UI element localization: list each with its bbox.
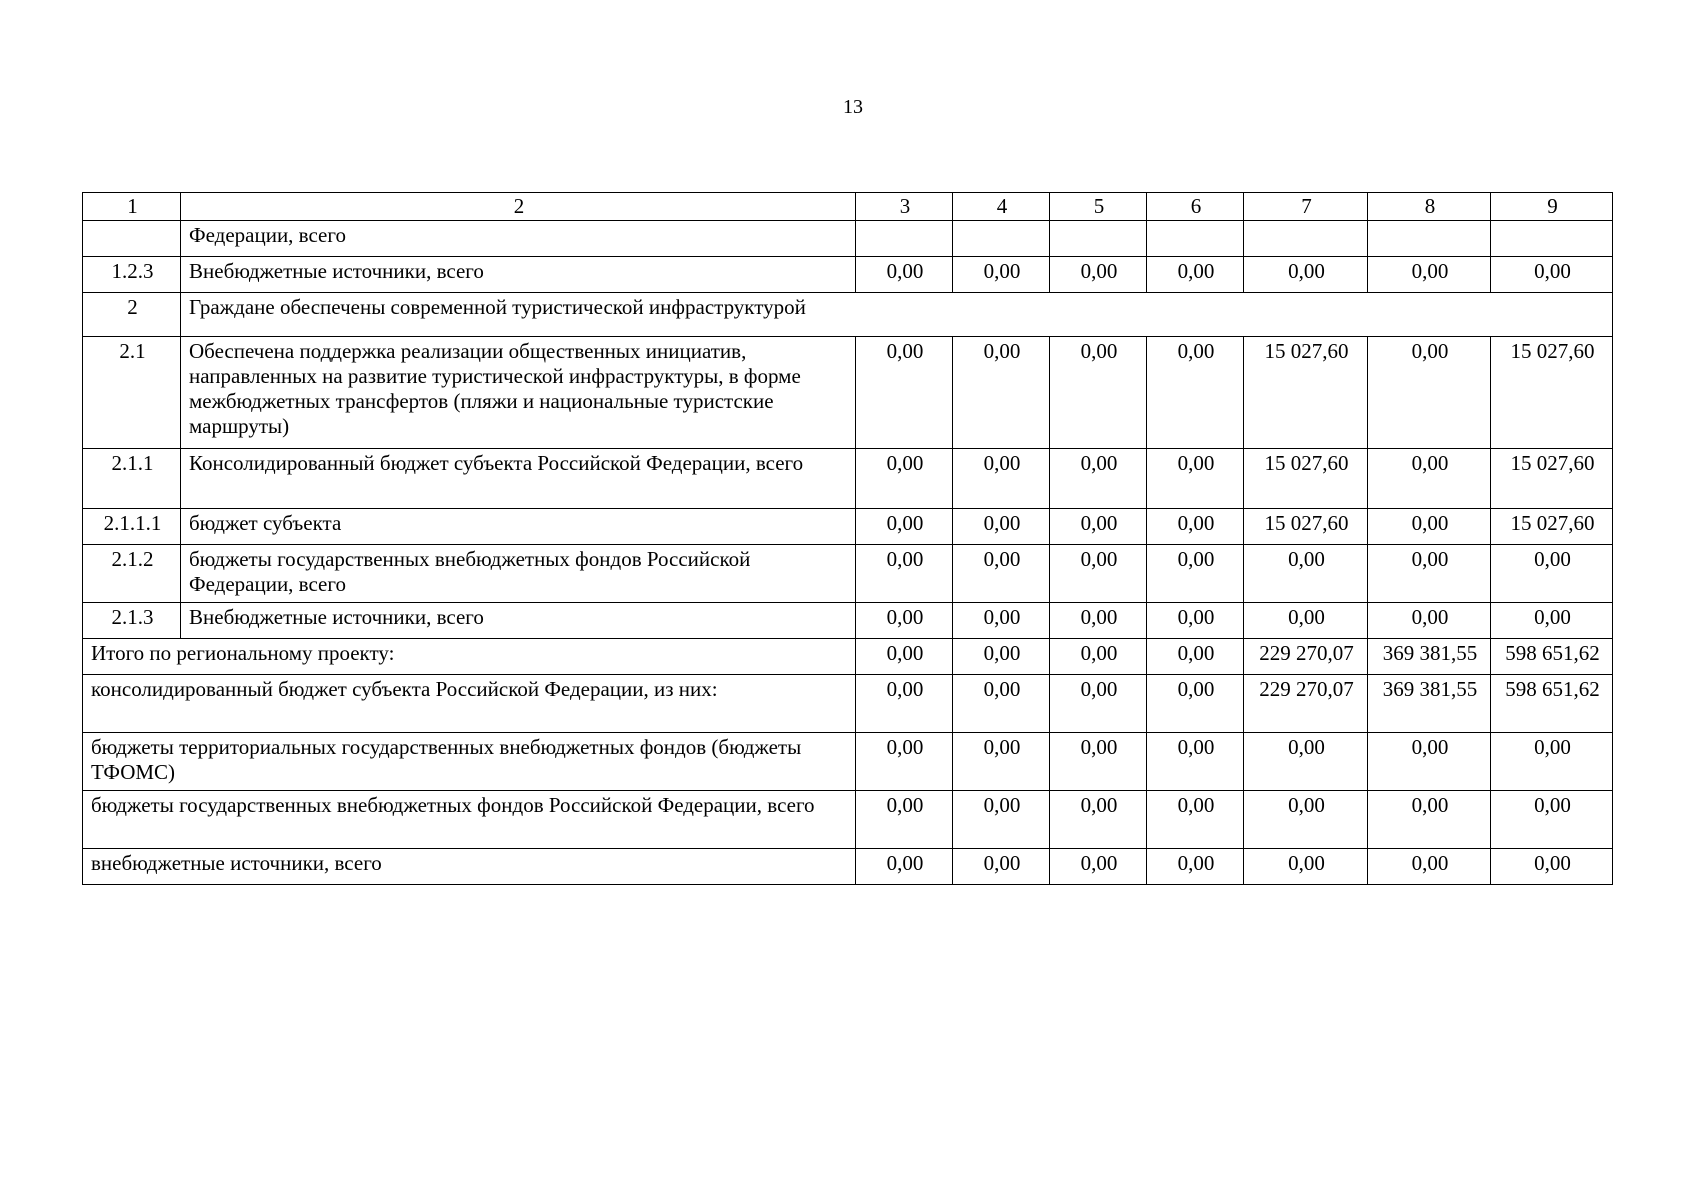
value-cell: 0,00: [953, 509, 1050, 545]
value-cell: 0,00: [1050, 733, 1147, 791]
value-cell: 0,00: [856, 337, 953, 449]
value-cell: 0,00: [856, 603, 953, 639]
value-cell: 0,00: [1050, 603, 1147, 639]
value-cell: 0,00: [1368, 603, 1491, 639]
value-cell: 369 381,55: [1368, 639, 1491, 675]
row-name: внебюджетные источники, всего: [83, 849, 856, 885]
value-cell: [953, 221, 1050, 257]
row-code: 2: [83, 293, 181, 337]
value-cell: 0,00: [856, 257, 953, 293]
value-cell: 0,00: [1244, 733, 1368, 791]
section-row: [83, 293, 1613, 337]
row-code: 2.1.2: [83, 545, 181, 603]
value-cell: 0,00: [1050, 449, 1147, 509]
header-cell: 6: [1147, 193, 1244, 221]
value-cell: 0,00: [1147, 733, 1244, 791]
value-cell: 0,00: [856, 791, 953, 849]
value-cell: 0,00: [1147, 791, 1244, 849]
value-cell: 0,00: [1050, 337, 1147, 449]
value-cell: [1368, 221, 1491, 257]
value-cell: 598 651,62: [1491, 675, 1613, 733]
row-name: Внебюджетные источники, всего: [181, 603, 856, 639]
value-cell: 0,00: [1147, 509, 1244, 545]
row-name: Обеспечена поддержка реализации общественных инициатив, направленных на развитие туристической инфраструктуры, в форме межбюджетных трансфертов (пляжи и национальные туристские маршруты): [181, 337, 856, 449]
value-cell: 0,00: [1491, 791, 1613, 849]
value-cell: 369 381,55: [1368, 675, 1491, 733]
value-cell: 0,00: [1491, 849, 1613, 885]
value-cell: [1050, 221, 1147, 257]
value-cell: 15 027,60: [1491, 337, 1613, 449]
row-name: консолидированный бюджет субъекта Российской Федерации, из них:: [83, 675, 856, 733]
value-cell: 0,00: [1368, 449, 1491, 509]
value-cell: 0,00: [1050, 849, 1147, 885]
value-cell: 15 027,60: [1244, 449, 1368, 509]
header-cell: 1: [83, 193, 181, 221]
value-cell: 0,00: [1491, 257, 1613, 293]
value-cell: 15 027,60: [1244, 337, 1368, 449]
value-cell: 0,00: [953, 639, 1050, 675]
row-name: бюджеты государственных внебюджетных фондов Российской Федерации, всего: [83, 791, 856, 849]
row-code: 2.1.1.1: [83, 509, 181, 545]
table-row: [83, 675, 1613, 733]
row-name: Консолидированный бюджет субъекта Российской Федерации, всего: [181, 449, 856, 509]
value-cell: 0,00: [856, 509, 953, 545]
value-cell: 0,00: [953, 257, 1050, 293]
row-code: [83, 221, 181, 257]
page-number: 13: [843, 96, 863, 118]
value-cell: 0,00: [953, 449, 1050, 509]
value-cell: 15 027,60: [1491, 509, 1613, 545]
value-cell: 0,00: [1147, 849, 1244, 885]
budget-table: [82, 192, 1613, 885]
table-row: [83, 337, 1613, 449]
row-name: Внебюджетные источники, всего: [181, 257, 856, 293]
value-cell: 0,00: [1244, 603, 1368, 639]
value-cell: 0,00: [856, 449, 953, 509]
value-cell: 0,00: [1368, 849, 1491, 885]
value-cell: 0,00: [1147, 675, 1244, 733]
row-name: бюджет субъекта: [181, 509, 856, 545]
value-cell: 0,00: [1368, 509, 1491, 545]
value-cell: 0,00: [1147, 337, 1244, 449]
table-row: [83, 849, 1613, 885]
value-cell: 0,00: [856, 849, 953, 885]
value-cell: 0,00: [856, 639, 953, 675]
value-cell: 0,00: [1491, 603, 1613, 639]
header-cell: 3: [856, 193, 953, 221]
value-cell: 0,00: [1491, 545, 1613, 603]
value-cell: 0,00: [1244, 257, 1368, 293]
header-cell: 7: [1244, 193, 1368, 221]
value-cell: 0,00: [1050, 545, 1147, 603]
header-cell: 5: [1050, 193, 1147, 221]
table-row: [83, 257, 1613, 293]
value-cell: 0,00: [953, 545, 1050, 603]
row-name: Итого по региональному проекту:: [83, 639, 856, 675]
value-cell: 229 270,07: [1244, 675, 1368, 733]
header-cell: 9: [1491, 193, 1613, 221]
value-cell: 0,00: [1244, 791, 1368, 849]
value-cell: 0,00: [1244, 849, 1368, 885]
value-cell: 0,00: [1050, 257, 1147, 293]
row-code: 1.2.3: [83, 257, 181, 293]
header-cell: 4: [953, 193, 1050, 221]
value-cell: 0,00: [1368, 545, 1491, 603]
table-row: [83, 733, 1613, 791]
table-row: [83, 791, 1613, 849]
value-cell: 0,00: [953, 849, 1050, 885]
value-cell: [1491, 221, 1613, 257]
value-cell: 598 651,62: [1491, 639, 1613, 675]
value-cell: [856, 221, 953, 257]
table-row: [83, 545, 1613, 603]
value-cell: 0,00: [1147, 545, 1244, 603]
value-cell: 0,00: [1368, 791, 1491, 849]
value-cell: 0,00: [1244, 545, 1368, 603]
value-cell: [1244, 221, 1368, 257]
row-code: 2.1.1: [83, 449, 181, 509]
row-name: бюджеты государственных внебюджетных фондов Российской Федерации, всего: [181, 545, 856, 603]
row-name: Федерации, всего: [181, 221, 856, 257]
value-cell: 0,00: [953, 603, 1050, 639]
header-cell: 8: [1368, 193, 1491, 221]
value-cell: 0,00: [1050, 675, 1147, 733]
value-cell: 15 027,60: [1244, 509, 1368, 545]
value-cell: 0,00: [1491, 733, 1613, 791]
value-cell: 0,00: [1368, 257, 1491, 293]
row-name: бюджеты территориальных государственных внебюджетных фондов (бюджеты ТФОМС): [83, 733, 856, 791]
table-row: [83, 449, 1613, 509]
value-cell: 0,00: [953, 733, 1050, 791]
table-row: [83, 509, 1613, 545]
table-row: [83, 603, 1613, 639]
value-cell: 0,00: [856, 545, 953, 603]
table-row: [83, 221, 1613, 257]
value-cell: 0,00: [1050, 639, 1147, 675]
total-row: [83, 639, 1613, 675]
value-cell: 0,00: [856, 675, 953, 733]
value-cell: 0,00: [1050, 509, 1147, 545]
value-cell: [1147, 221, 1244, 257]
value-cell: 229 270,07: [1244, 639, 1368, 675]
value-cell: 0,00: [1147, 449, 1244, 509]
value-cell: 0,00: [1147, 257, 1244, 293]
value-cell: 0,00: [953, 791, 1050, 849]
value-cell: 0,00: [1147, 603, 1244, 639]
value-cell: 0,00: [953, 337, 1050, 449]
value-cell: 0,00: [1050, 791, 1147, 849]
table-header-row: [83, 193, 1613, 221]
value-cell: 0,00: [1368, 337, 1491, 449]
value-cell: 0,00: [953, 675, 1050, 733]
value-cell: 0,00: [1147, 639, 1244, 675]
header-cell: 2: [181, 193, 856, 221]
value-cell: 0,00: [1368, 733, 1491, 791]
row-code: 2.1: [83, 337, 181, 449]
row-code: 2.1.3: [83, 603, 181, 639]
value-cell: 0,00: [856, 733, 953, 791]
section-title: Граждане обеспечены современной туристической инфраструктурой: [181, 293, 1613, 337]
value-cell: 15 027,60: [1491, 449, 1613, 509]
